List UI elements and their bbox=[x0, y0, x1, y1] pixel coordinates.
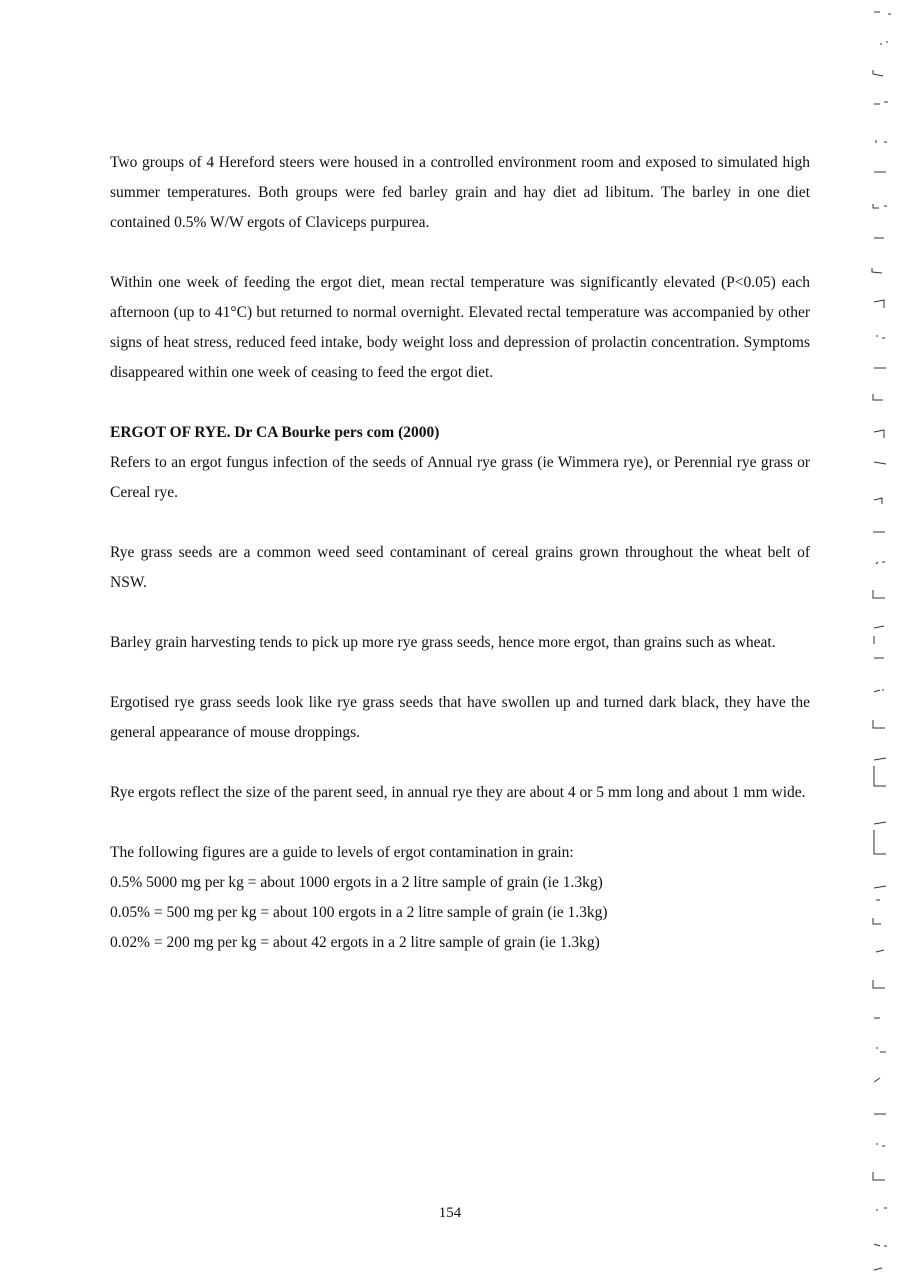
paragraph-appearance: Ergotised rye grass seeds look like rye grass seeds that have swollen up and turned dark black, they have the general appearance of mouse droppings. bbox=[110, 694, 810, 741]
section-heading-ergot-of-rye: ERGOT OF RYE. Dr CA Bourke pers com (2000) bbox=[110, 424, 440, 441]
paragraph-barley-harvesting: Barley grain harvesting tends to pick up more rye grass seeds, hence more ergot, than grains such as wheat. bbox=[110, 634, 776, 651]
page-body bbox=[110, 148, 810, 958]
figures-intro: The following figures are a guide to levels of ergot contamination in grain: bbox=[110, 844, 574, 861]
paragraph-steer-trial: Two groups of 4 Hereford steers were housed in a controlled environment room and exposed to simulated high summer temperatures. Both groups were fed barley grain and hay diet ad libitum. The barley in one diet contained 0.5% W/W ergots of Claviceps purpurea. bbox=[110, 154, 810, 231]
paragraph-rectal-temperature: Within one week of feeding the ergot diet, mean rectal temperature was significantly elevated (P<0.05) each afternoon (up to 41°C) but returned to normal overnight. Elevated rectal temperature was accompanied by other signs of heat stress, reduced feed intake, body weight loss and depression of prolactin concentration. Symptoms disappeared within one week of ceasing to feed the ergot diet. bbox=[110, 274, 810, 381]
paragraph-ergot-size: Rye ergots reflect the size of the parent seed, in annual rye they are about 4 or 5 mm long and about 1 mm wide. bbox=[110, 784, 806, 801]
figure-line: 0.5% 5000 mg per kg = about 1000 ergots in a 2 litre sample of grain (ie 1.3kg) bbox=[110, 874, 603, 891]
figure-line: 0.05% = 500 mg per kg = about 100 ergots in a 2 litre sample of grain (ie 1.3kg) bbox=[110, 904, 608, 921]
scan-margin-marks bbox=[870, 0, 900, 1279]
page-number: 154 bbox=[438, 1205, 462, 1221]
paragraph-weed-contaminant: Rye grass seeds are a common weed seed contaminant of cereal grains grown throughout the wheat belt of NSW. bbox=[110, 544, 810, 591]
paragraph-ergot-definition: Refers to an ergot fungus infection of the seeds of Annual rye grass (ie Wimmera rye), or Perennial rye grass or Cereal rye. bbox=[110, 454, 810, 501]
figure-line: 0.02% = 200 mg per kg = about 42 ergots in a 2 litre sample of grain (ie 1.3kg) bbox=[110, 934, 600, 951]
